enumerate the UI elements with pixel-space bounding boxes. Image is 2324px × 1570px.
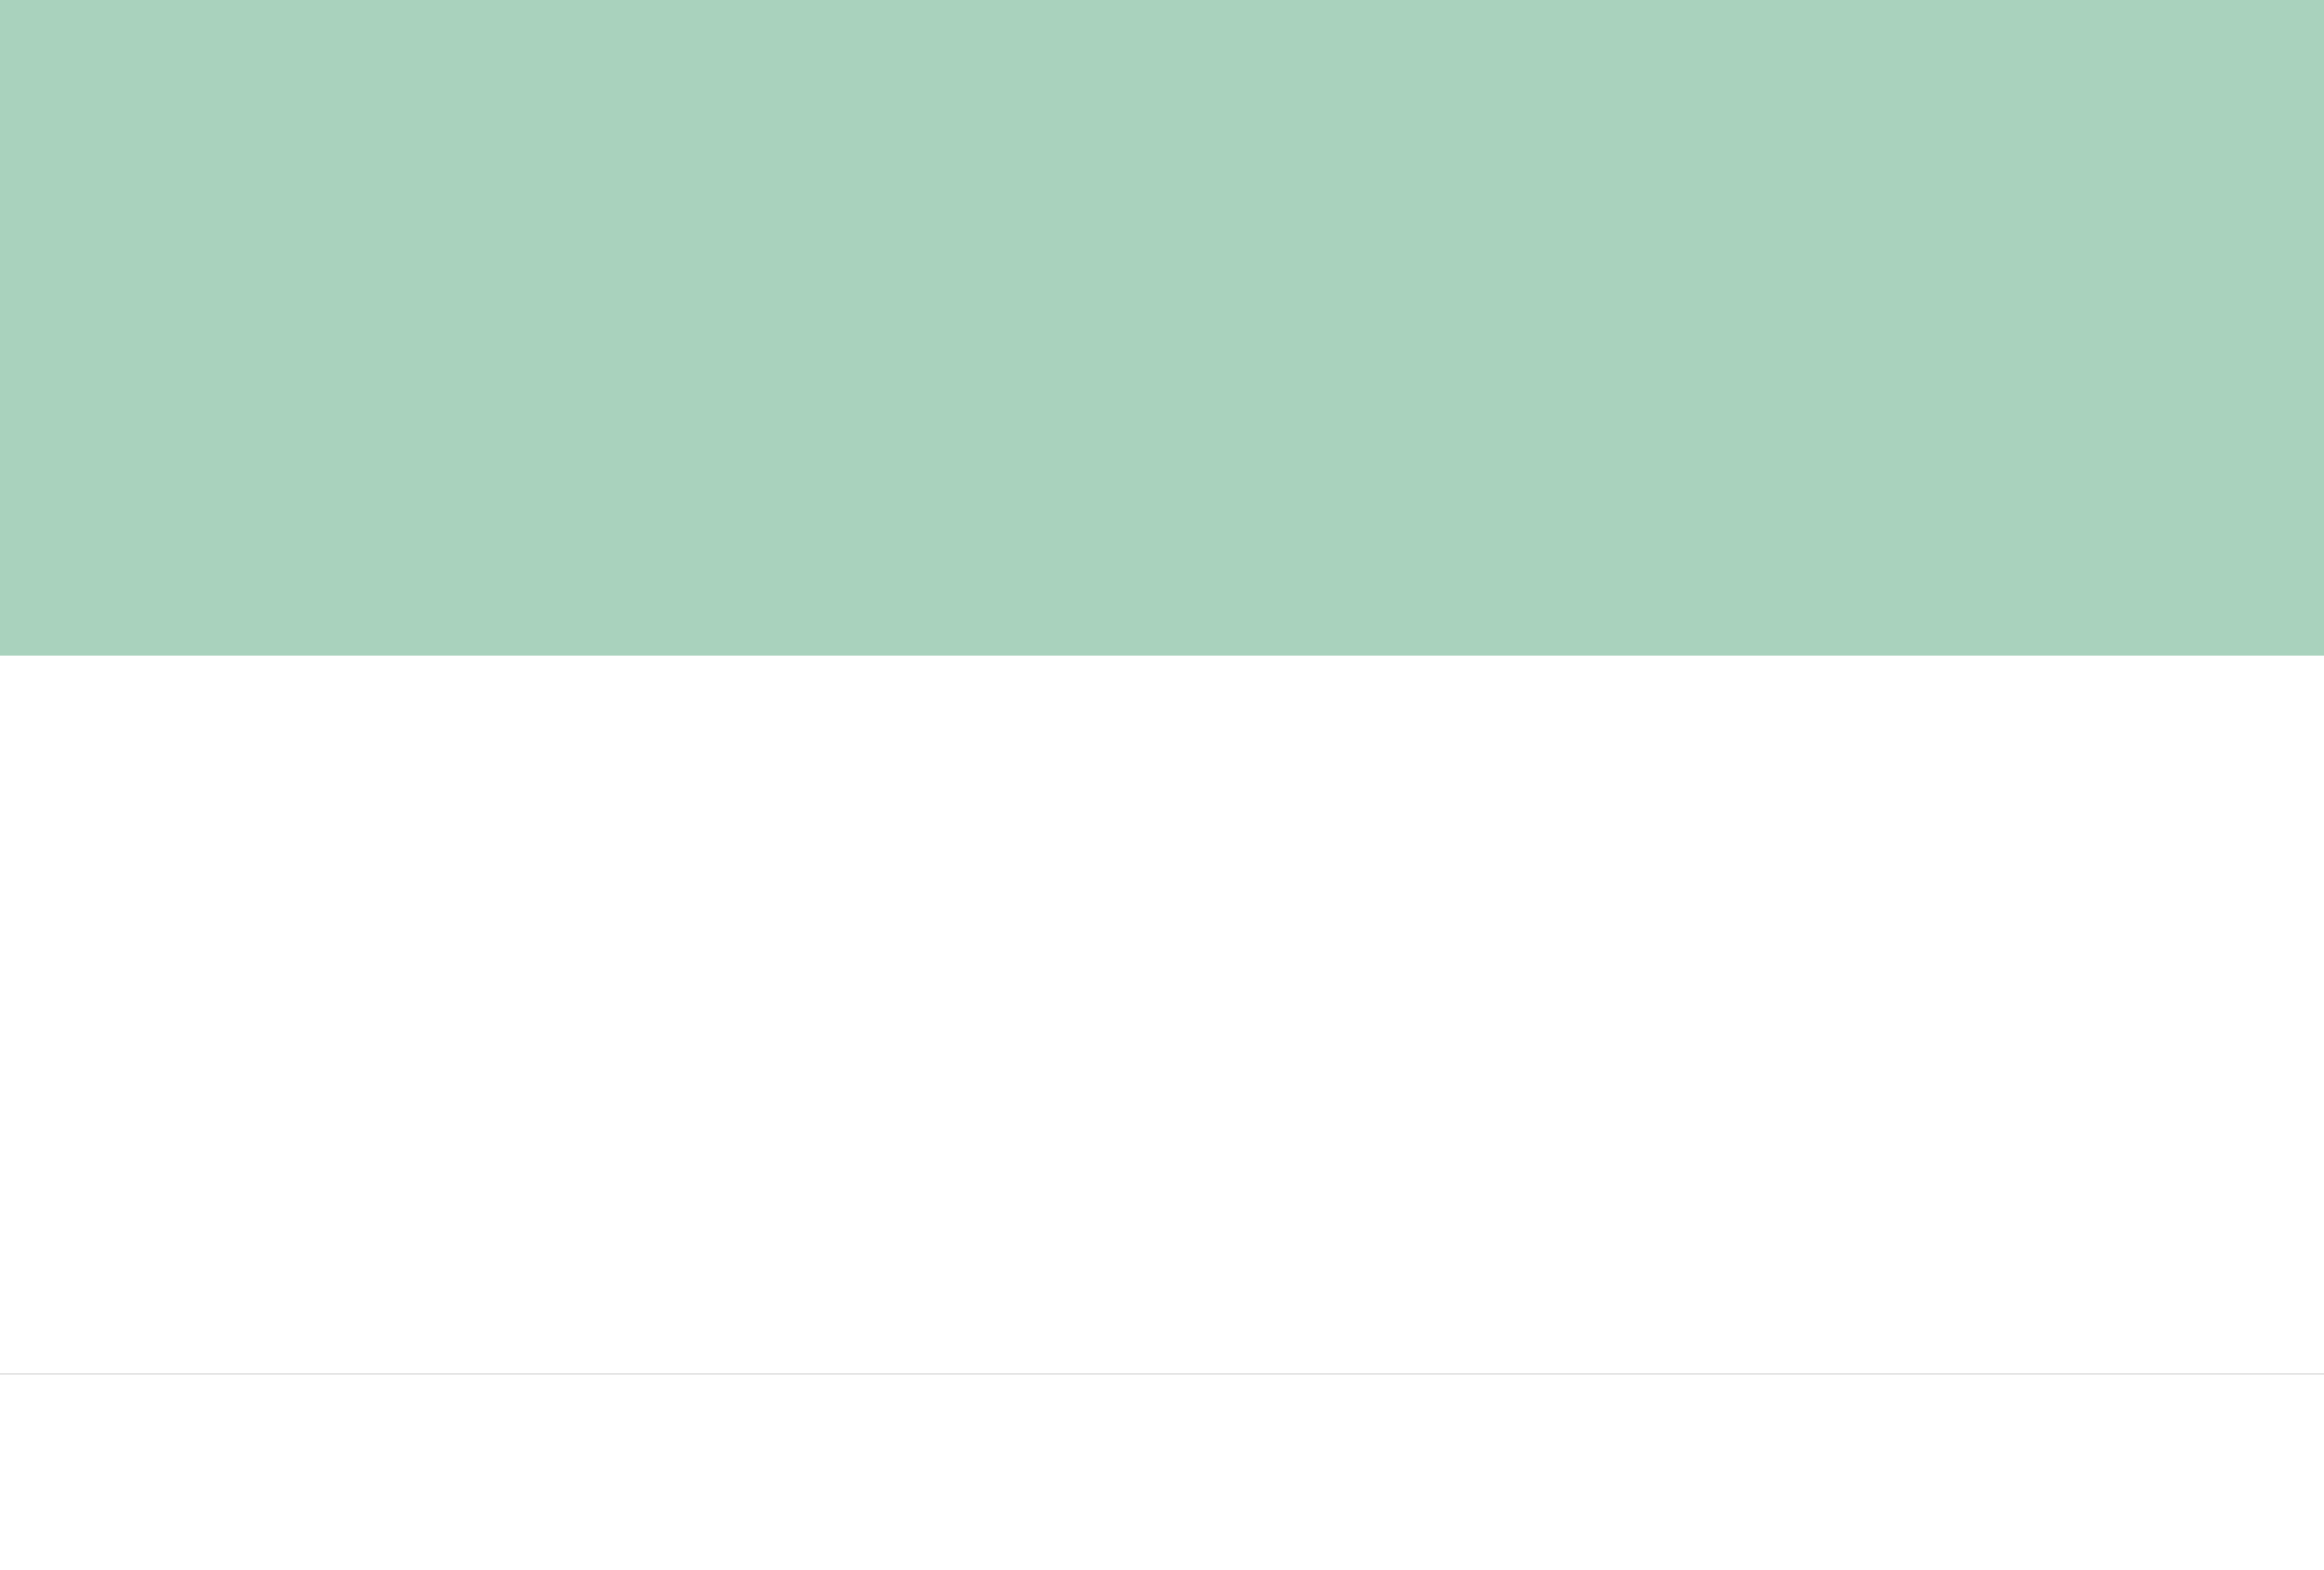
year-overview [0,1373,2324,1570]
green-notes-panel [0,0,2324,656]
week-planner [0,746,2324,1373]
spiral-binding [0,636,2324,745]
